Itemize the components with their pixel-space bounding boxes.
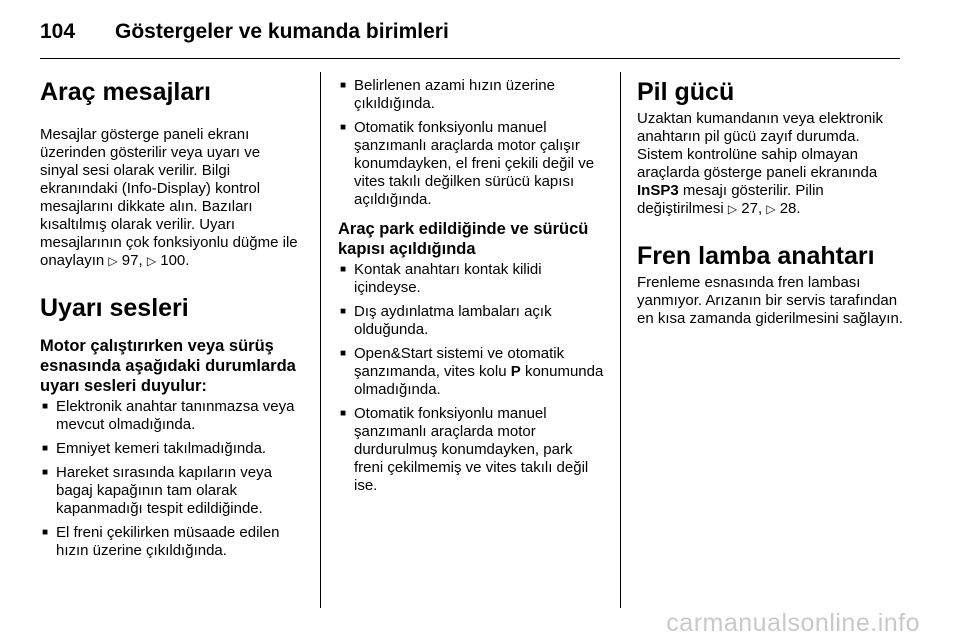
section-heading-uyari-sesleri: Uyarı sesleri (40, 294, 189, 322)
list-item: ■ Hareket sırasında kapıların veya bagaj kapağının tam olarak kapanmadığı tespit edildiğinde. (40, 464, 302, 518)
list-item-text: konumunda olmadığında. (354, 363, 604, 398)
page-ref-link[interactable]: 27, (741, 200, 763, 217)
list-item: ■ El freni çekilirken müsaade edilen hızın üzerine çıkıldığında. (40, 524, 302, 560)
list-item: ■ Otomatik fonksiyonlu manuel şanzımanlı araçlarda motor durdurulmuş konumdayken, park freni çekilmemiş ve vites takılı değil ise. (338, 405, 604, 495)
paragraph-arac-mesajlari (40, 126, 302, 270)
page-header (40, 12, 920, 52)
header-rule (40, 58, 900, 59)
page-ref-arrow-icon[interactable]: ▷ (108, 254, 118, 268)
section-heading-arac-mesajlari: Araç mesajları (40, 78, 211, 106)
list-item: ■ Belirlenen azami hızın üzerine çıkıldığında. (338, 77, 604, 113)
page-ref-link[interactable]: 97, (121, 252, 143, 269)
column-2 (338, 77, 604, 501)
page-ref-arrow-icon[interactable]: ▷ (146, 254, 157, 268)
list-item (338, 345, 604, 399)
watermark-text: carmanualsonline.info (666, 609, 920, 637)
warning-sound-list (40, 398, 302, 560)
subheading-motor-calistirirken: Motor çalıştırırken veya sürüş esnasında aşağıdaki durumlarda uyarı sesleri duyulur: (40, 337, 296, 395)
paragraph-fren-lamba: Frenleme esnasında fren lambası yanmıyor. Arızanın bir servis tarafından en kısa zamanda giderilmesini sağlayın. (637, 274, 903, 327)
list-item: ■ Kontak anahtarı kontak kilidi içindeyse. (338, 261, 604, 297)
gear-position-label: P (510, 363, 521, 380)
list-item-text: Open&Start sistemi ve otomatik şanzımanda, vites kolu (354, 345, 565, 380)
list-item: ■ Elektronik anahtar tanınmazsa veya mevcut olmadığında. (40, 398, 302, 434)
column-divider (320, 72, 321, 608)
column-3 (637, 70, 905, 328)
page-ref-link[interactable]: 100. (160, 252, 190, 269)
page-number: 104 (40, 20, 76, 43)
paragraph-text: mesajı gösterilir. Pilin değiştirilmesi (637, 182, 824, 217)
page-ref-link[interactable]: 28. (779, 200, 801, 217)
section-heading-pil-gucu: Pil gücü (637, 78, 735, 106)
display-message-code: InSP3 (637, 182, 679, 199)
paragraph-pil-gucu (637, 110, 905, 218)
subheading-park-edildiginde: Araç park edildiğinde ve sürücü kapısı açıldığında (338, 220, 589, 258)
list-item: ■ Emniyet kemeri takılmadığında. (40, 440, 302, 458)
paragraph-text: Uzaktan kumandanın veya elektronik anahtarın pil gücü zayıf durumda. Sistem kontrolüne sahip olmayan araçlarda gösterge paneli ekranında (637, 110, 883, 181)
list-item: ■ Otomatik fonksiyonlu manuel şanzımanlı araçlarda motor çalışır konumdayken, el freni çekili değil ve vites takılı değilken sürücü kapısı açıldığında. (338, 119, 604, 209)
page-ref-arrow-icon[interactable]: ▷ (766, 202, 776, 216)
column-divider (620, 72, 621, 608)
page-title: Göstergeler ve kumanda birimleri (115, 20, 449, 43)
park-warning-list (338, 261, 604, 495)
warning-sound-list-cont (338, 77, 604, 209)
column-1 (40, 70, 302, 566)
paragraph-text: Mesajlar gösterge paneli ekranı üzerinden gösterilir veya uyarı ve sinyal sesi olarak verilir. Bilgi ekranındaki (Info-Display) kontrol mesajlarını dikkate alın. Bazıları kısaltılmış olarak verilir. Uyarı mesajlarının çok fonksiyonlu düğme ile onaylayın (40, 126, 298, 269)
list-item: ■ Dış aydınlatma lambaları açık olduğunda. (338, 303, 604, 339)
page-ref-arrow-icon[interactable]: ▷ (727, 202, 738, 216)
section-heading-fren-lamba: Fren lamba anahtarı (637, 242, 875, 270)
